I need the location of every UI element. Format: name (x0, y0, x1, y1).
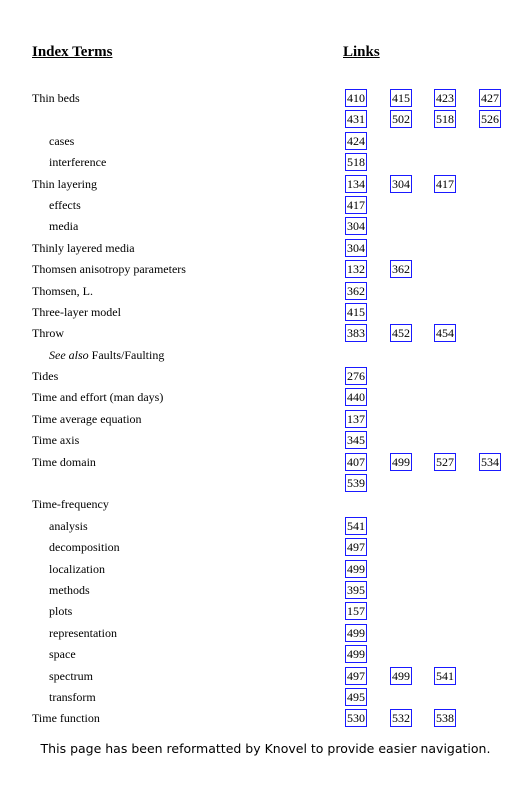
page-link[interactable]: 415 (347, 304, 365, 319)
index-entry-row (0, 516, 531, 537)
see-also-target: Faults/Faulting (91, 347, 165, 362)
index-terms-header: Index Terms (32, 44, 113, 60)
page-link[interactable]: 417 (436, 176, 454, 191)
page-link[interactable]: 304 (392, 176, 410, 191)
index-entry-row (0, 409, 531, 430)
index-term: Tides (32, 369, 59, 384)
index-term: Three-layer model (32, 304, 121, 319)
page-link[interactable]: 541 (436, 668, 454, 683)
page-link[interactable]: 362 (347, 283, 365, 298)
index-term: space (49, 647, 76, 662)
page-link[interactable]: 134 (347, 176, 365, 191)
index-term: interference (49, 155, 107, 170)
page-link[interactable]: 530 (347, 711, 365, 726)
page-link[interactable]: 431 (347, 112, 365, 127)
page-link[interactable]: 137 (347, 411, 365, 426)
page-link[interactable]: 440 (347, 390, 365, 405)
page-link[interactable]: 518 (347, 155, 365, 170)
page-link[interactable]: 497 (347, 540, 365, 555)
page-link[interactable]: 410 (347, 91, 365, 105)
index-entry-row (0, 259, 531, 280)
index-entry-row (0, 537, 531, 558)
index-entry-row (0, 494, 531, 515)
see-also-label: See also (49, 347, 89, 362)
index-entry-row (0, 281, 531, 302)
index-term (49, 348, 164, 363)
index-term: Thinly layered media (32, 240, 135, 255)
page-link[interactable]: 407 (347, 454, 365, 469)
page-link[interactable]: 499 (392, 454, 410, 469)
index-term: decomposition (49, 540, 120, 555)
page-link[interactable]: 499 (347, 561, 365, 576)
index-entry-row (0, 623, 531, 644)
page-link[interactable]: 132 (347, 262, 365, 277)
page-link[interactable]: 276 (347, 369, 365, 384)
page-link[interactable]: 423 (436, 91, 454, 105)
index-term: spectrum (49, 668, 93, 683)
index-entry-row (0, 559, 531, 580)
index-term: Thomsen, L. (32, 283, 93, 298)
index-entry-row (0, 88, 531, 109)
page-link[interactable]: 539 (347, 476, 365, 491)
index-entry-row (0, 666, 531, 687)
index-term: methods (49, 582, 90, 597)
index-entry-row (0, 238, 531, 259)
index-term: Thomsen anisotropy parameters (32, 262, 186, 277)
page-link[interactable]: 427 (481, 91, 499, 105)
page-link[interactable]: 499 (392, 668, 410, 683)
page-link[interactable]: 157 (347, 604, 365, 619)
index-term: Time domain (32, 454, 96, 469)
index-entry-row (0, 174, 531, 195)
page-link[interactable]: 415 (392, 91, 410, 105)
index-term: Time and effort (man days) (32, 390, 164, 405)
index-term: localization (49, 561, 105, 576)
index-entry-row (0, 452, 531, 473)
index-entry-row (0, 216, 531, 237)
page-link[interactable]: 526 (481, 112, 499, 127)
index-term: analysis (49, 518, 88, 533)
index-entry-row (0, 195, 531, 216)
index-term: Time-frequency (32, 497, 109, 512)
index-entry-row (0, 323, 531, 344)
index-term: Time function (32, 711, 100, 726)
index-entry-row (0, 430, 531, 451)
page-link[interactable]: 304 (347, 219, 365, 234)
page-link[interactable]: 527 (436, 454, 454, 469)
index-entry-row (0, 580, 531, 601)
index-entry-list (0, 88, 531, 730)
page-link[interactable]: 497 (347, 668, 365, 683)
index-term: cases (49, 133, 75, 148)
page-link[interactable]: 383 (347, 326, 365, 341)
page-link[interactable]: 417 (347, 197, 365, 212)
index-entry-row (0, 152, 531, 173)
knovel-footer-note: This page has been reformatted by Knovel to provide easier navigation. (40, 741, 491, 756)
index-entry-row (0, 387, 531, 408)
index-entry-row (0, 601, 531, 622)
index-term: representation (49, 625, 117, 640)
page-link[interactable]: 534 (481, 454, 499, 469)
index-entry-row (0, 131, 531, 152)
page-link[interactable]: 345 (347, 433, 365, 448)
page-link[interactable]: 499 (347, 625, 365, 640)
page-link[interactable]: 502 (392, 112, 410, 127)
page-link[interactable]: 538 (436, 711, 454, 726)
index-term: Time axis (32, 433, 80, 448)
page-link[interactable]: 424 (347, 133, 365, 148)
page-link[interactable]: 304 (347, 240, 365, 255)
page-link[interactable]: 395 (347, 582, 365, 597)
index-term: media (49, 219, 79, 234)
index-term: transform (49, 689, 96, 704)
index-term: Thin beds (32, 91, 80, 105)
page-link[interactable]: 495 (347, 689, 365, 704)
page-link[interactable]: 532 (392, 711, 410, 726)
index-entry-row (0, 473, 531, 494)
index-entry-row (0, 345, 531, 366)
index-entry-row (0, 109, 531, 130)
page-link[interactable]: 518 (436, 112, 454, 127)
page-link[interactable]: 541 (347, 518, 365, 533)
index-entry-row (0, 366, 531, 387)
index-term: plots (49, 604, 73, 619)
index-term: Throw (32, 326, 64, 341)
page-link[interactable]: 499 (347, 647, 365, 662)
index-entry-row (0, 644, 531, 665)
index-term: Thin layering (32, 176, 97, 191)
index-entry-row (0, 687, 531, 708)
page-link[interactable]: 452 (392, 326, 410, 341)
page-link[interactable]: 454 (436, 326, 454, 341)
page-link[interactable]: 362 (392, 262, 410, 277)
index-term: effects (49, 197, 81, 212)
index-term: Time average equation (32, 411, 142, 426)
links-header: Links (343, 44, 380, 60)
index-entry-row (0, 708, 531, 729)
index-entry-row (0, 302, 531, 323)
